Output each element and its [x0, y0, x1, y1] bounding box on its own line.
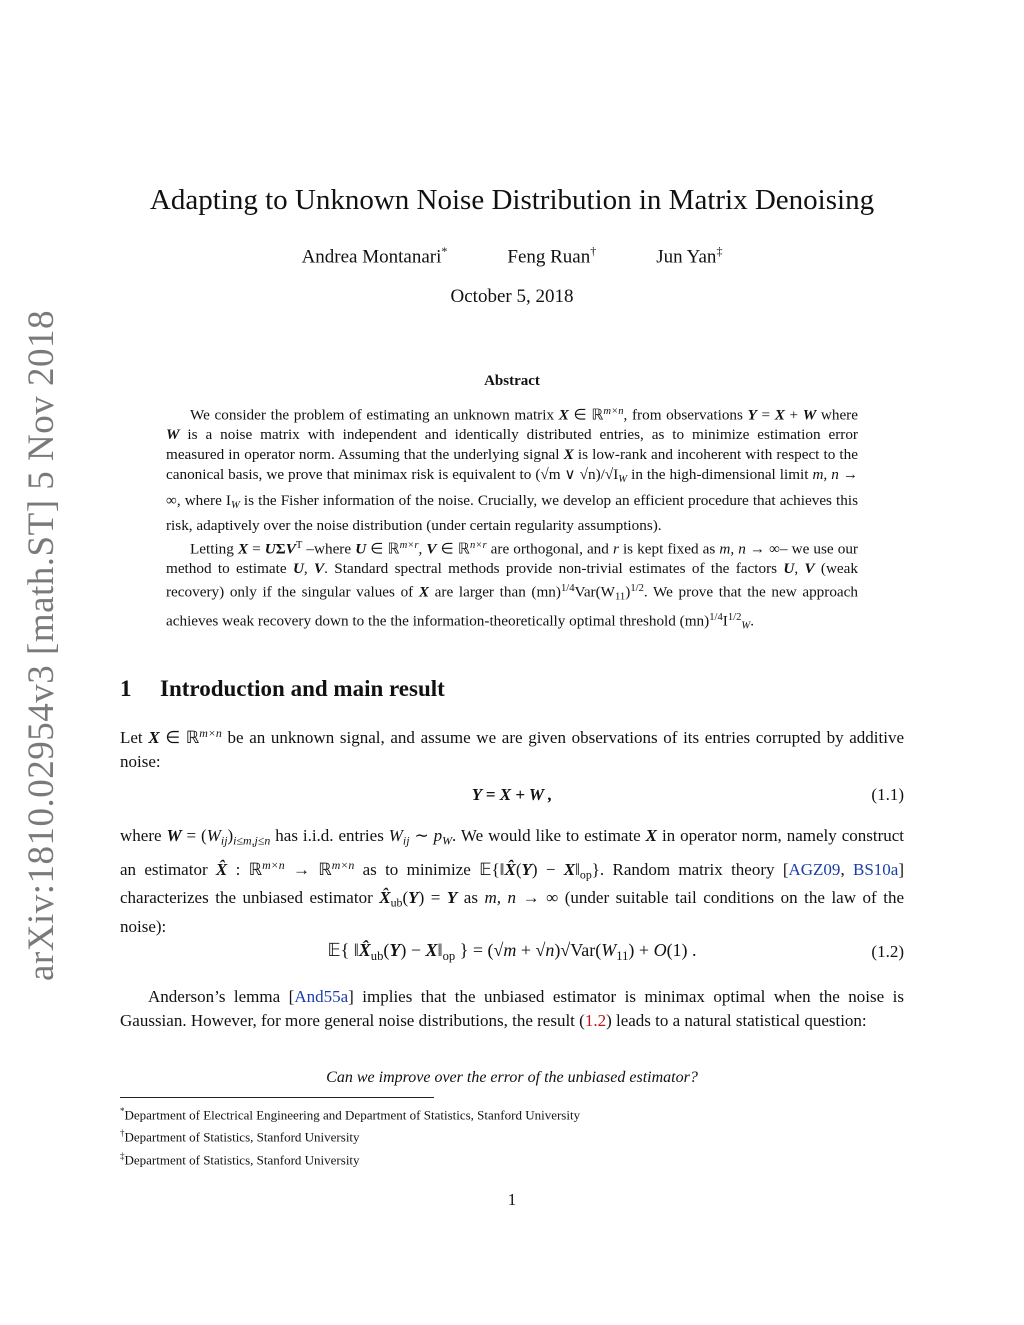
- footnotes: [120, 1102, 580, 1169]
- citation-link[interactable]: AGZ09: [788, 859, 841, 879]
- paper-date: October 5, 2018: [450, 286, 574, 307]
- abstract-heading: Abstract: [484, 373, 540, 389]
- arxiv-id: arXiv:1810.02954v3 [math.ST] 5 Nov 2018: [21, 309, 63, 981]
- paper-title: Adapting to Unknown Noise Distribution in Matrix Denoising: [149, 184, 875, 216]
- author: Feng Ruan†: [507, 244, 597, 268]
- footnote-divider: [120, 1097, 434, 1098]
- research-question: Can we improve over the error of the unbiased estimator?: [326, 1069, 698, 1086]
- abstract-paragraph: Letting $X = U\Sigma V^T$ –where U ∈ ℝ$^{m\times r}$, V ∈ ℝ$^{n\times r}$ are orthogonal, and r is kept fixed as m, n → ∞– we use our method to estimate U, V. Standard spectral methods provide non-trivial estimates of the factors U, V (weak recovery) only if the singular values of X are larger than $(mn)^{1/4}Var(W_{11})^{1/2}$. We prove that the new approach achieves weak recovery down to the the information-theoretically optimal threshold $(mn)^{1/4}I^{1/2}_W$.: [166, 539, 859, 631]
- arxiv-stamp: [12, 309, 72, 981]
- equation-number: (1.1): [871, 785, 904, 804]
- author-list: [0, 244, 1024, 268]
- citation-link[interactable]: And55a: [294, 987, 349, 1006]
- intro-paragraph: where $W = (W_{ij})_{i\le m,j\le n}$ has i.i.d. entries $W_{ij}$ ∼ $p_W$. We would like to estimate X in operator norm, namely construct an estimator X̂ : ℝ$^{m\times n}$ → ℝ$^{m\times n}$ as to minimize 𝔼{‖X̂(Y) − $X‖_{op}$}. Random matrix theory [AGZ09, BS10a] characterizes the unbiased estimator $X̂_{ub}(Y) = Y$ as m, n → ∞ (under suitable tail conditions on the law of the noise):: [120, 826, 905, 936]
- footnote: ‡Department of Statistics, Stanford University: [120, 1150, 360, 1167]
- section-heading: 1 Introduction and main result: [120, 676, 445, 701]
- intro-paragraph: Let X ∈ ℝ$^{m\times n}$ be an unknown signal, and assume we are given observations of its entries corrupted by additive noise:: [120, 726, 904, 771]
- author: Jun Yan‡: [656, 244, 723, 268]
- author: Andrea Montanari*: [301, 244, 448, 268]
- intro-paragraph: Anderson’s lemma [And55a] implies that the unbiased estimator is minimax optimal when the noise is Gaussian. However, for more general noise distributions, the result (1.2) leads to a natural statistical question:: [120, 987, 904, 1030]
- paper-page: arXiv:1810.02954v3 [math.ST] 5 Nov 2018 Adapting to Unknown Noise Distribution in Matrix Denoising Andrea Montanari* Feng Ruan† Jun Yan‡ October 5, 2018 Abstract We consider the problem of estimating an unknown matrix X ∈ ℝ$^{m\times n}$, from observations Y = X + W where W is a noise matrix with independent and identically distributed entries, as to minimize estimation error measured in operator norm. Assuming that the underlying signal X is low-rank and incoherent with respect to the canonical basis, we prove that minimax risk is equivalent to (√m ∨ $√n)/√I_W$ in the high-dimensional limit m, n → ∞, where $I_W$ is the Fisher information of the noise. Crucially, we develop an efficient procedure that achieves this risk, adaptively over the noise distribution (under certain regularity assumptions). Letting $X = U\Sigma V^T$ –where U ∈ ℝ$^{m\times r}$, V ∈ ℝ$^{n\times r}$ are orthogonal, and r is kept fixed as m, n → ∞– we use our method to estimate U, V. Standard spectral methods provide non-trivial estimates of the factors U, V (weak recovery) only if the singular values of X are larger than $(mn)^{1/4}Var(W_{11})^{1/2}$. We prove that the new approach achieves weak recovery down to the the information-theoretically optimal threshold $(mn)^{1/4}I^{1/2}_W$. 1 Introduction and main result Let X ∈ ℝ$^{m\times n}$ be an unknown signal, and assume we are given observations of its entries corrupted by additive noise: Y = X + W , (1.1) where $W = (W_{ij})_{i\le m,j\le n}$ has i.i.d. entries $W_{ij}$ ∼ $p_W$. We would like to estimate X in operator norm, namely construct an estimator X̂ : ℝ$^{m\times n}$ → ℝ$^{m\times n}$ as to minimize 𝔼{‖X̂(Y) − $X‖_{op}$}. Random matrix theory [AGZ09, BS10a] characterizes the unbiased estimator $X̂_{ub}(Y) = Y$ as m, n → ∞ (under suitable tail conditions on the law of the noise): 𝔼{ $‖X̂_{ub}(Y)$ − $X‖_{op}$ } = $(√m + √n)√Var(W_{11}) + O(1)$ . (1.2) Anderson’s lemma [And55a] implies that the unbiased estimator is minimax optimal when the noise is Gaussian. However, for more general noise distributions, the result (1.2) leads to a natural statistical question: Can we improve over the error of the unbiased estimator? *Department of Electrical Engineering and Department of Statistics, Stanford University †Department of Statistics, Stanford University ‡Department of Statistics, Stanford University 1: [0, 0, 1024, 1325]
- page-number: 1: [507, 1190, 517, 1209]
- equation-reference-link[interactable]: 1.2: [584, 1011, 607, 1030]
- citation-link[interactable]: BS10a: [853, 859, 899, 879]
- abstract-paragraph: We consider the problem of estimating an unknown matrix X ∈ ℝ$^{m\times n}$, from observations Y = X + W where W is a noise matrix with independent and identically distributed entries, as to minimize estimation error measured in operator norm. Assuming that the underlying signal X is low-rank and incoherent with respect to the canonical basis, we prove that minimax risk is equivalent to (√m ∨ $√n)/√I_W$ in the high-dimensional limit m, n → ∞, where $I_W$ is the Fisher information of the noise. Crucially, we develop an efficient procedure that achieves this risk, adaptively over the noise distribution (under certain regularity assumptions).: [166, 406, 859, 534]
- abstract-body: [166, 402, 858, 636]
- footnote: *Department of Electrical Engineering and Department of Statistics, Stanford University: [120, 1106, 581, 1123]
- footnote: †Department of Statistics, Stanford University: [120, 1128, 360, 1145]
- equation-number: (1.2): [871, 942, 904, 961]
